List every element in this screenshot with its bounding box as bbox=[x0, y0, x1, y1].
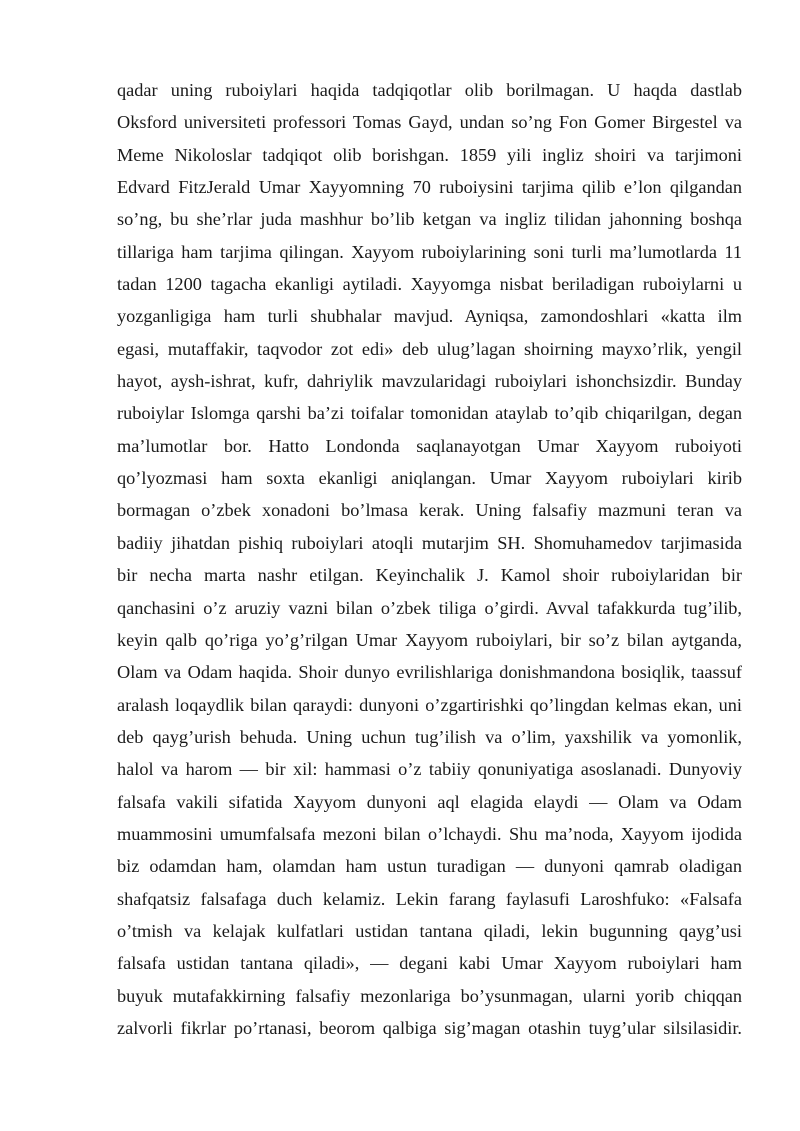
text-line: buyuk mutafakkirning falsafiy mezonlariga bo’ysunmagan, ularni yorib chiqqan bbox=[117, 985, 742, 1006]
text-line: Oksford universiteti professori Tomas Gayd, undan so’ng Fon Gomer Birgestel va bbox=[117, 112, 742, 133]
text-line: badiiy jihatdan pishiq ruboiylari atoqli mutarjim SH. Shomuhamedov tarjimasida bbox=[117, 532, 742, 553]
text-line: bormagan o’zbek xonadoni bo’lmasa kerak. Uning falsafiy mazmuni teran va bbox=[117, 500, 742, 521]
text-line: bir necha marta nashr etilgan. Keyinchalik J. Kamol shoir ruboiylaridan bir bbox=[117, 565, 742, 586]
text-line: halol va harom — bir xil: hammasi o’z tabiiy qonuniyatiga asoslanadi. Dunyoviy bbox=[117, 759, 742, 780]
text-line: qanchasini o’z aruziy vazni bilan o’zbek tiliga o’girdi. Avval tafakkurda tug’ilib, bbox=[117, 597, 742, 618]
text-line: Olam va Odam haqida. Shoir dunyo evrilishlariga donishmandona bosiqlik, taassuf bbox=[117, 662, 742, 683]
text-line: keyin qalb qo’riga yo’g’rilgan Umar Xayyom ruboiylari, bir so’z bilan aytganda, bbox=[117, 629, 742, 650]
text-line: shafqatsiz falsafaga duch kelamiz. Lekin farang faylasufi Laroshfuko: «Falsafa bbox=[117, 888, 742, 909]
text-line: aralash loqaydlik bilan qaraydi: dunyoni o’zgartirishki qo’lingdan kelmas ekan, uni bbox=[117, 694, 742, 715]
text-line: so’ng, bu she’rlar juda mashhur bo’lib ketgan va ingliz tilidan jahonning boshqa bbox=[117, 209, 742, 230]
body-text bbox=[117, 74, 742, 1044]
text-line: deb qayg’urish behuda. Uning uchun tug’ilish va o’lim, yaxshilik va yomonlik, bbox=[117, 726, 742, 747]
text-line: o’tmish va kelajak kulfatlari ustidan tantana qiladi, lekin bugunning qayg’usi bbox=[117, 920, 742, 941]
text-line: qadar uning ruboiylari haqida tadqiqotlar olib borilmagan. U haqda dastlab bbox=[117, 80, 742, 100]
text-line: falsafa ustidan tantana qiladi», — degani kabi Umar Xayyom ruboiylari ham bbox=[117, 953, 742, 974]
text-line: yozganligiga ham turli shubhalar mavjud. Ayniqsa, zamondoshlari «katta ilm bbox=[117, 306, 742, 327]
text-line: falsafa vakili sifatida Xayyom dunyoni aql elagida elaydi — Olam va Odam bbox=[117, 791, 742, 812]
text-line: muammosini umumfalsafa mezoni bilan o’lchaydi. Shu ma’noda, Xayyom ijodida bbox=[117, 823, 742, 844]
text-line: hayot, aysh-ishrat, kufr, dahriylik mavzularidagi ruboiylari ishonchsizdir. Bunday bbox=[117, 371, 742, 392]
text-line: ma’lumotlar bor. Hatto Londonda saqlanayotgan Umar Xayyom ruboiyoti bbox=[117, 435, 742, 456]
text-line: tillariga ham tarjima qilingan. Xayyom ruboiylarining soni turli ma’lumotlarda 11 bbox=[117, 241, 742, 262]
text-line: zalvorli fikrlar po’rtanasi, beorom qalbiga sig’magan otashin tuyg’ular silsilasidir. bbox=[117, 1017, 742, 1038]
text-line: Meme Nikoloslar tadqiqot olib borishgan. 1859 yili ingliz shoiri va tarjimoni bbox=[117, 144, 742, 165]
text-line: biz odamdan ham, olamdan ham ustun turadigan — dunyoni qamrab oladigan bbox=[117, 856, 742, 877]
text-line: egasi, mutaffakir, taqvodor zot edi» deb ulug’lagan shoirning mayxo’rlik, yengil bbox=[117, 338, 742, 359]
text-line: tadan 1200 tagacha ekanligi aytiladi. Xayyomga nisbat beriladigan ruboiylarni u bbox=[117, 274, 742, 295]
text-line: ruboiylar Islomga qarshi ba’zi toifalar tomonidan ataylab to’qib chiqarilgan, degan bbox=[117, 403, 742, 424]
text-line: Edvard FitzJerald Umar Xayyomning 70 ruboiysini tarjima qilib e’lon qilgandan bbox=[117, 177, 742, 198]
text-line: qo’lyozmasi ham soxta ekanligi aniqlangan. Umar Xayyom ruboiylari kirib bbox=[117, 468, 742, 489]
